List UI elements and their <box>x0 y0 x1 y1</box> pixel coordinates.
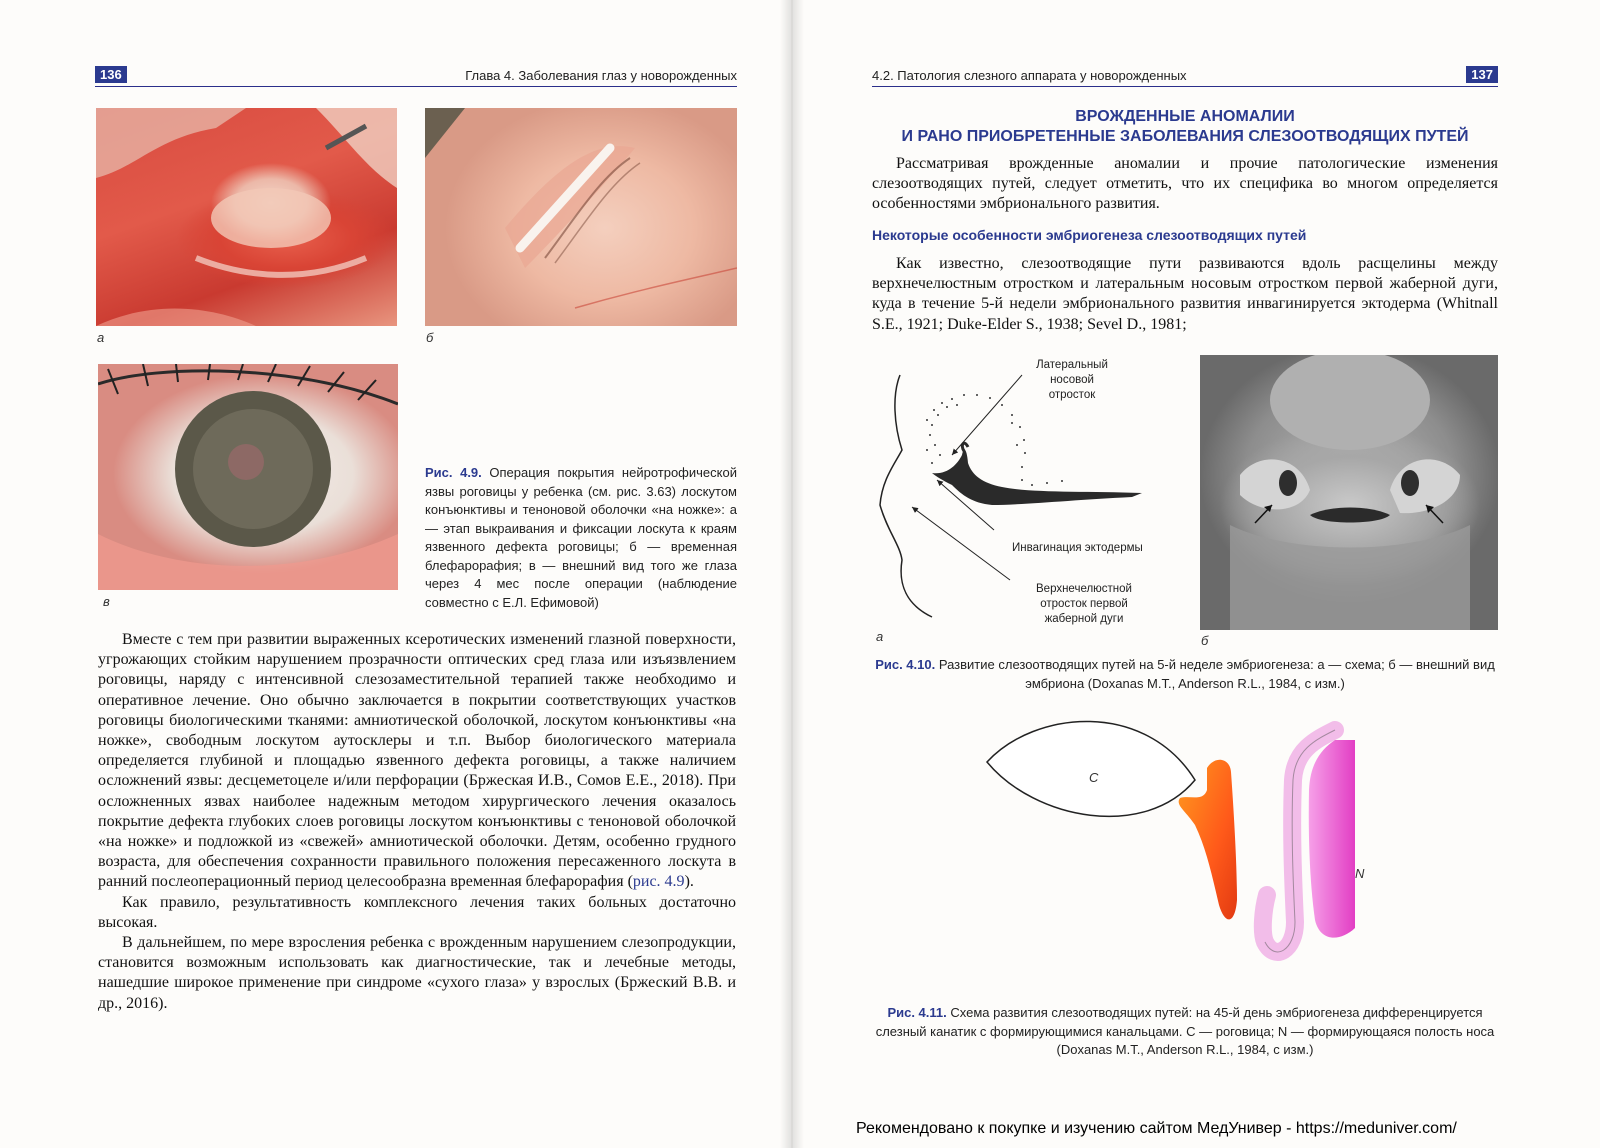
left-paragraph-1-end: ). <box>684 873 694 891</box>
caption-fig-4-9-text: Операция покрытия нейротрофической язвы роговицы у ребенка (см. рис. 3.63) лоскутом конъюнктивы и теноновой оболочки «на ножке»: а — этап выкраивания и фиксации лоскута к краям язвенного дефекта роговицы; б — временная блефарорафия; в — внешний вид того же глаза через 4 мес после операции (наблюдение совместно с Е.Л. Ефимовой) <box>425 465 737 610</box>
subsection-title: Некоторые особенности эмбриогенеза слезоотводящих путей <box>872 227 1307 243</box>
photo-b-label: б <box>426 330 434 345</box>
caption-fig-4-9 <box>425 464 737 612</box>
photo-embryo-art <box>1200 355 1498 630</box>
label-maxillary-line-1: Верхнечелюстной <box>1036 583 1132 595</box>
caption-fig-4-11 <box>872 1004 1498 1060</box>
left-page <box>0 0 790 1148</box>
right-paragraph: Как известно, слезоотводящие пути развиваются вдоль расщелины между верхнечелюстным отростком и латеральным носовым отростком первой жаберной дуги, куда в течение 5-й недели эмбрионального развития инвагинируется эктодерма (Whitnall S.E., 1921; Duke-Elder S., 1938; Sevel D., 1981; <box>872 255 1498 333</box>
fig-4-10-label-a: а <box>876 629 884 644</box>
photo-embryo-sem <box>1200 355 1498 630</box>
left-page-number: 136 <box>95 66 127 83</box>
caption-fig-4-9-ref: Рис. 4.9. <box>425 465 482 480</box>
label-maxillary-line-3: жаберной дуги <box>1044 613 1124 625</box>
photo-a-conjunctival-flap <box>96 108 397 326</box>
photo-a-art <box>96 108 397 326</box>
photo-c-label: в <box>103 594 110 609</box>
label-lateral-line-2: носовой <box>1050 374 1094 386</box>
left-paragraph-1-text: Вместе с тем при развитии выраженных ксеротических изменений глазной поверхности, угрожающих стойким нарушением прозрачности оптических сред глаза или изъязвлением роговицы, наряду с интенсивной слезозаместительной терапией также необходимо и оперативное лечение. Оно обычно заключается в покрытии соответствующих участков роговицы биологическими тканями: амниотической оболочкой, лоскутом конъюнктивы «на ножке», свободным лоскутом аутосклеры и т.п. Выбор биологического материала определяется глубиной и площадью язвенного дефекта роговицы, а также наличием осложнений язвы: десцеметоцеле и/или перфорации (Бржеская И.В., Сомов Е.Е., 2018). При осложненных язвах наиболее надежным методом хирургического лечения оказалось покрытие дефекта глубоких слоев роговицы лоскутом конъюнктивы с теноновой оболочкой «на ножке» и подложкой из «свежей» амниотической оболочки. Детям, особенно грудного возраста, для обеспечения сохранности правильного положения пересаженного лоскута в ранний послеоперационный период целесообразна временная блефарорафия ( <box>98 631 736 891</box>
right-intro-text <box>872 154 1498 215</box>
left-running-title: Глава 4. Заболевания глаз у новорожденных <box>465 68 737 83</box>
photo-a-label: а <box>97 330 105 345</box>
label-lateral-nasal-process <box>1022 358 1122 403</box>
right-running-header <box>872 64 1498 87</box>
right-intro-paragraph: Рассматривая врожденные аномалии и прочие патологические изменения слезоотводящих путей, следует отметить, что их специфика во многом определяется особенностями эмбрионального развития. <box>872 155 1498 213</box>
caption-fig-4-10-text: Развитие слезоотводящих путей на 5-й неделе эмбриогенеза: а — схема; б — внешний вид эмбриона (Doxanas M.T., Anderson R.L., 1984, с изм.) <box>938 657 1495 691</box>
caption-fig-4-11-ref: Рис. 4.11. <box>887 1005 947 1020</box>
label-maxillary-line-2: отросток первой <box>1040 598 1128 610</box>
right-running-title: 4.2. Патология слезного аппарата у новорожденных <box>872 68 1187 83</box>
left-paragraph-1 <box>98 630 736 893</box>
right-page-number: 137 <box>1466 66 1498 83</box>
photo-b-art <box>425 108 737 326</box>
label-lateral-line-3: отросток <box>1048 389 1096 401</box>
right-body-text <box>872 254 1498 335</box>
fig-4-11-diagram <box>975 710 1395 995</box>
photo-b-blepharorrhaphy <box>425 108 737 326</box>
fig-4-10-label-b: б <box>1201 633 1209 648</box>
fig-4-9-link[interactable]: рис. 4.9 <box>632 873 685 891</box>
section-title-line-2: И РАНО ПРИОБРЕТЕННЫЕ ЗАБОЛЕВАНИЯ СЛЕЗООТВОДЯЩИХ ПУТЕЙ <box>901 128 1469 145</box>
caption-fig-4-11-text: Схема развития слезоотводящих путей: на 45-й день эмбриогенеза дифференцируется слезный канатик с формирующимися канальцами. C — роговица; N — формирующаяся полость носа (Doxanas M.T., Anderson R.L., 1984, с изм.) <box>875 1005 1495 1057</box>
section-title-line-1: ВРОЖДЕННЫЕ АНОМАЛИИ <box>1075 108 1295 125</box>
book-gutter-shadow <box>780 0 804 1148</box>
left-paragraph-2: Как правило, результативность комплексного лечения таких больных достаточно высокая. <box>98 893 736 931</box>
left-paragraph-3: В дальнейшем, по мере взросления ребенка с врожденным нарушением слезопродукции, становится возможным использовать как диагностические, так и лечебные методы, нашедшие широкое применение при синдроме «сухого глаза» у взрослых (Бржеский В.В. и др., 2016). <box>98 934 736 1012</box>
left-running-header <box>95 64 737 87</box>
photo-c-eye-after-surgery <box>98 364 398 590</box>
section-title <box>872 107 1498 147</box>
label-maxillary-process <box>1024 582 1144 627</box>
photo-c-art <box>98 364 398 590</box>
left-body-text <box>98 630 736 1014</box>
caption-fig-4-10 <box>872 656 1498 693</box>
label-lateral-line-1: Латеральный <box>1036 359 1108 371</box>
caption-fig-4-10-ref: Рис. 4.10. <box>875 657 936 672</box>
label-nose-n: N <box>1355 866 1365 881</box>
footer-recommendation: Рекомендовано к покупке и изучению сайтом МедУнивер - https://meduniver.com/ <box>856 1120 1457 1137</box>
label-cornea-c: C <box>1089 770 1099 785</box>
label-ectoderm-invagination: Инвагинация эктодермы <box>1012 542 1143 554</box>
